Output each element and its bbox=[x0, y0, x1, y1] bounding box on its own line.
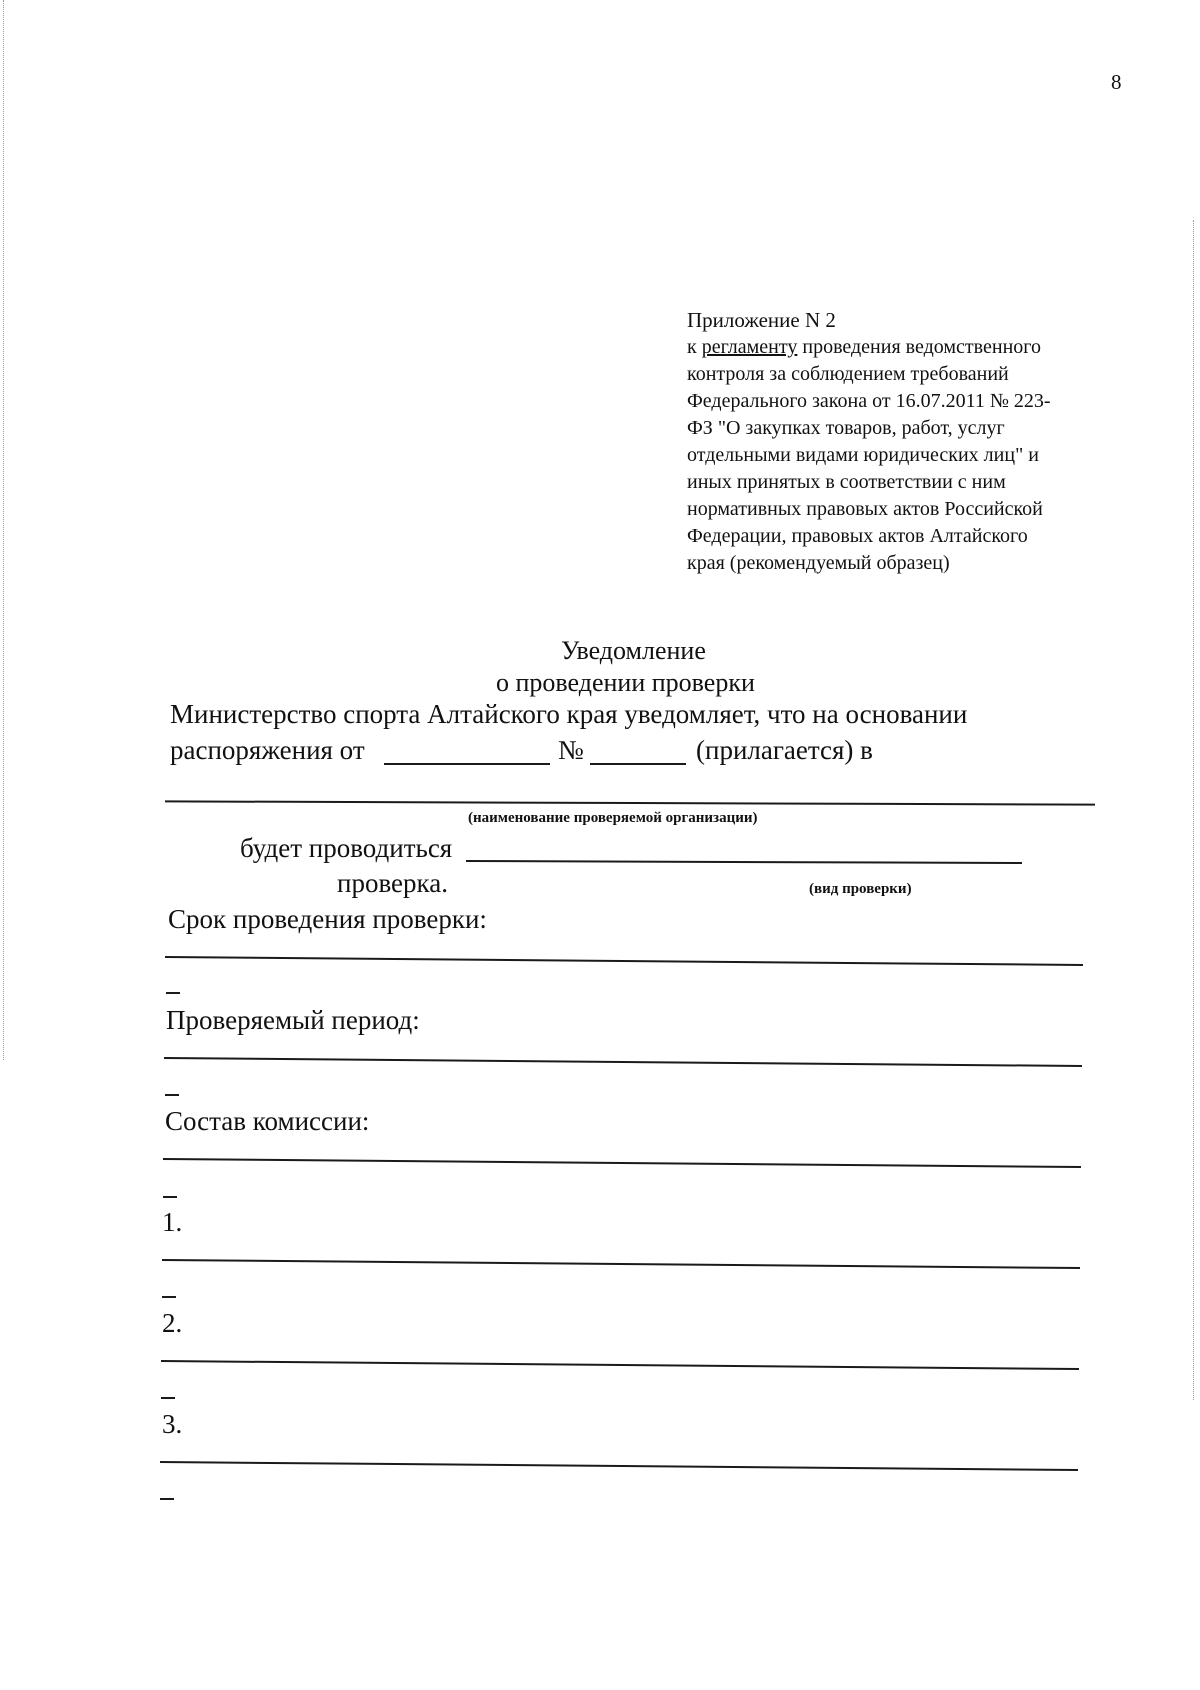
order-number-blank bbox=[590, 763, 686, 765]
period-blank-dash bbox=[165, 1094, 179, 1096]
member-number-2: 2. bbox=[162, 1308, 183, 1338]
appendix-line: ФЗ "О закупках товаров, работ, услуг bbox=[687, 417, 1005, 439]
appendix-line: контроля за соблюдением требований bbox=[687, 363, 1009, 385]
member-number-1: 1. bbox=[162, 1207, 183, 1237]
will-be-held-label: будет проводиться bbox=[240, 833, 453, 863]
commission-blank-dash bbox=[163, 1196, 177, 1198]
regulation-link[interactable]: регламенту bbox=[701, 336, 798, 358]
organization-caption: (наименование проверяемой организации) bbox=[468, 810, 758, 826]
term-label: Срок проведения проверки: bbox=[168, 904, 487, 934]
commission-label: Состав комиссии: bbox=[165, 1106, 370, 1136]
period-label: Проверяемый период: bbox=[166, 1005, 420, 1035]
term-blank-dash bbox=[166, 992, 180, 994]
page-number: 8 bbox=[1111, 70, 1122, 94]
check-type-blank bbox=[466, 860, 1022, 864]
appendix-line: края (рекомендуемый образец) bbox=[687, 552, 950, 574]
member-1-dash bbox=[162, 1296, 176, 1298]
commission-blank bbox=[163, 1158, 1081, 1168]
member-1-blank bbox=[162, 1259, 1080, 1269]
appendix-line: нормативных правовых актов Российской bbox=[687, 498, 1043, 520]
appendix-line bbox=[687, 334, 1051, 361]
appendix-suffix: проведения ведомственного bbox=[797, 336, 1041, 358]
organization-name-blank bbox=[165, 800, 1095, 805]
member-number-3: 3. bbox=[162, 1409, 183, 1439]
document-title: Уведомление bbox=[561, 636, 706, 665]
check-type-caption: (вид проверки) bbox=[809, 881, 912, 897]
number-sign: № bbox=[558, 735, 584, 765]
member-3-blank bbox=[160, 1461, 1078, 1471]
attached-label: (прилагается) в bbox=[696, 735, 873, 765]
appendix-line: иных принятых в соответствии с ним bbox=[687, 471, 1006, 493]
member-2-dash bbox=[161, 1397, 175, 1399]
appendix-heading: Приложение N 2 bbox=[687, 308, 836, 332]
document-subtitle: о проведении проверки bbox=[496, 668, 755, 697]
scan-edge-mark-left bbox=[3, 0, 4, 1060]
member-2-blank bbox=[161, 1360, 1079, 1370]
appendix-block bbox=[687, 307, 1051, 577]
scan-edge-mark-right bbox=[1193, 220, 1194, 1400]
order-label: распоряжения от bbox=[170, 735, 365, 765]
period-blank bbox=[164, 1057, 1082, 1067]
order-date-blank bbox=[384, 763, 550, 765]
term-blank bbox=[165, 956, 1083, 966]
appendix-line: Федерального закона от 16.07.2011 № 223- bbox=[687, 390, 1051, 412]
appendix-line: отдельными видами юридических лиц" и bbox=[687, 444, 1039, 466]
appendix-line: Федерации, правовых актов Алтайского bbox=[687, 525, 1028, 547]
check-word: проверка. bbox=[337, 868, 448, 898]
member-3-dash bbox=[160, 1498, 174, 1500]
appendix-prefix: к bbox=[687, 336, 702, 358]
ministry-statement: Министерство спорта Алтайского края уведомляет, что на основании bbox=[170, 699, 968, 729]
